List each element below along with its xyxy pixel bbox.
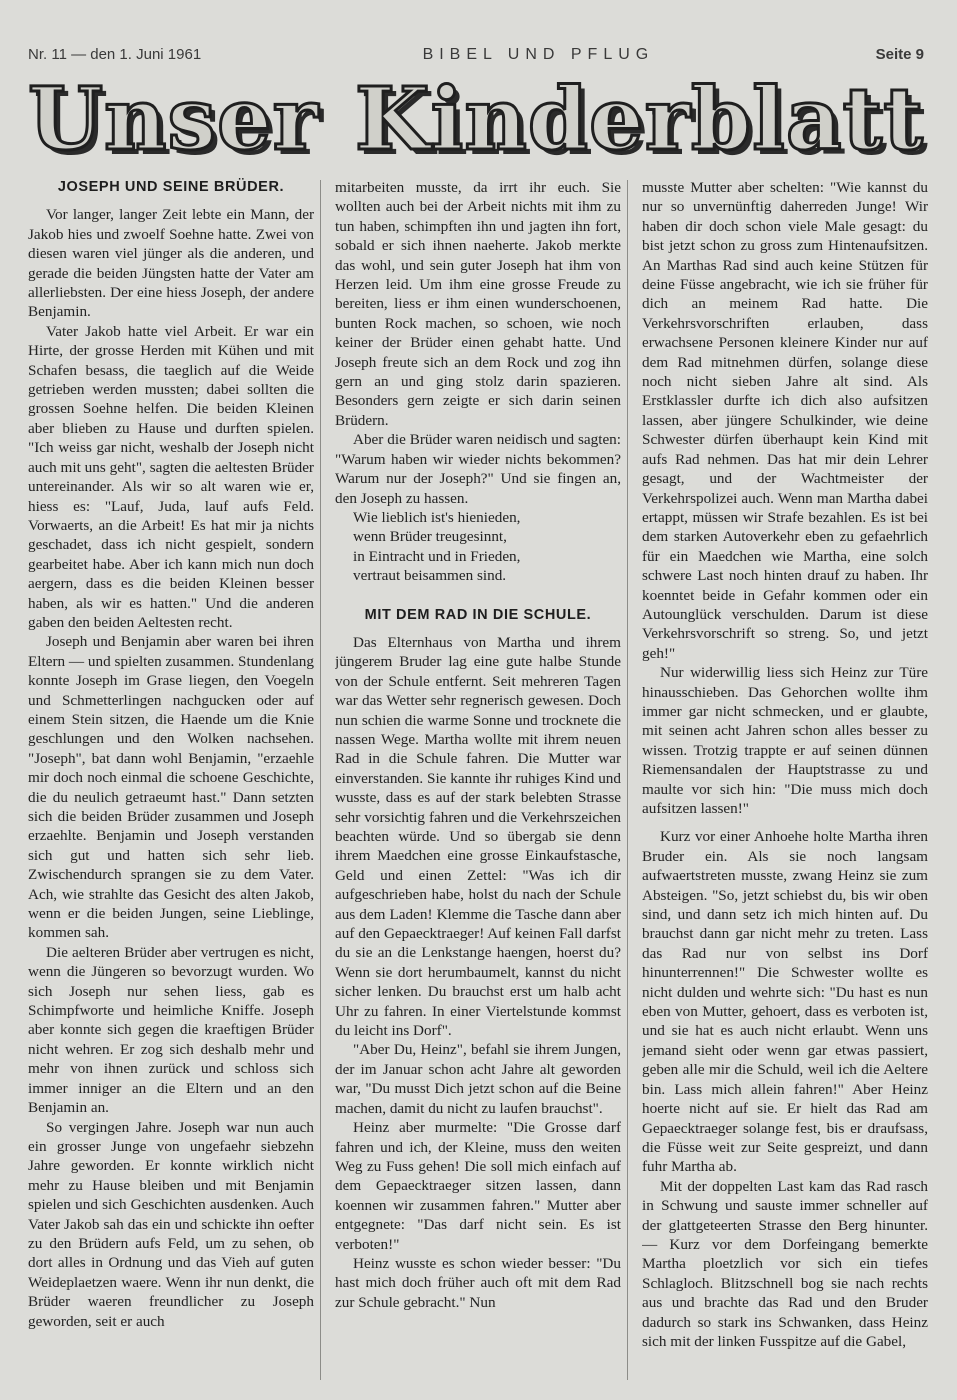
page-header [28, 46, 924, 64]
column-1 [28, 178, 314, 1386]
paragraph: Joseph und Benjamin aber waren bei ihren Eltern — und spielten zusammen. Stundenlang konnte Joseph im Grase liegen, den Voegeln und Schmetterlingen nachgucken oder auf einem Stein sitzen, die Haende um die Knie geschlungen und den Wolken nachsehen. "Joseph", bat dann wohl Benjamin, "erzaehle mir doch noch einmal die schoene Geschichte, die du neulich getraeumt hast." Dann setzten sich die beiden Brüder zusammen und Joseph erzaehlte. Benjamin und Joseph verstanden sich gut und hatten sich sehr lieb. Zwischendurch sprangen sie zu dem Vater. Ach, wie strahlte das Gesicht des alten Jakob, wenn er die beiden Jungen, seine Lieblinge, kommen sah. [28, 633, 314, 942]
paragraph: Vor langer, langer Zeit lebte ein Mann, der Jakob hies und zwoelf Soehne hatte. Zwei von diesen waren viel jünger als die anderen, und gerade die beiden Jüngsten hatte der Vater am allerliebsten. Der eine hiess Joseph, der andere Benjamin. [28, 206, 314, 321]
column-divider [627, 180, 628, 1380]
paragraph: mitarbeiten musste, da irrt ihr euch. Sie wollten auch bei der Arbeit nichts mit ihm zu tun haben, schimpften ihn und jagten ihn fort, sobald er sich ihnen naeherte. Jakob merkte das wohl, und sein guter Joseph hat ihm von Herzen leid. Um ihm eine grosse Freude zu bereiten, liess er ihm einen wunderschoenen, bunten Rock machen, so schoen, wie noch keiner der Brüder einen gehabt hatte. Und Joseph freute sich an dem Rock und zog ihn gern an und ging stolz darin spazieren. Besonders gern zeigte er sich darin seinen Brüdern. [335, 179, 621, 429]
verse-line: in Eintracht und in Frieden, [353, 547, 521, 565]
story-title-joseph: JOSEPH UND SEINE BRÜDER. [57, 179, 285, 195]
column-2 [335, 178, 621, 1386]
newspaper-name: BIBEL UND PFLUG [422, 46, 655, 63]
paragraph: "Aber Du, Heinz", befahl sie ihrem Jungen, der im Januar schon acht Jahre alt geworden war, "Du musst Dich jetzt schon auf die Beine machen, damit du nicht zu laufen brauchst". [335, 1041, 621, 1117]
paragraph: Vater Jakob hatte viel Arbeit. Er war ein Hirte, der grosse Herden mit Kühen und mit Schafen besass, die taeglich auf die Weide getrieben werden mussten; dabei sollten die grossen Soehne helfen. Die beiden Kleinen aber blieben zu Hause und durften spielen. "Ich weiss gar nicht, weshalb der Joseph nicht auch mit uns geht", sagten die aeltesten Brüder untereinander. Als wir so alt waren wie er, hiess es: "Lauf, Juda, lauf aufs Feld. Vorwaerts, an die Arbeit! Es hat mir ja nichts geschadet, dass ich nicht gespielt, sondern gearbeitet habe. Aber ich kann mich nun doch aergern, dass es die beiden Kleinen besser haben, als wir es hatten." Und die anderen gaben den beiden Aeltesten recht. [28, 322, 314, 631]
paragraph: musste Mutter aber schelten: "Wie kannst du nur so unvernünftig daherreden Junge! Wir haben dir doch schon viele Male gesagt: du bist jetzt schon zu gross zum Hintenaufsitzen. An Marthas Rad sind auch keine Stützen für deine Füsse angebracht, wie ich sie früher für dich an meinem Rad hatte. Die Verkehrsvorschriften erlauben, dass erwachsene Personen kleinere Kinder nur auf dem Rad mitnehmen dürfen, solange diese noch nicht sieben Jahre alt sind. Als Erstklassler durfte ich dich also aufsitzen lassen, aber jüngere Schulkinder, wie deine Schwester dürfen überhaupt kein Kind mit aufs Rad nehmen. Das hat mir dein Lehrer gesagt, und der Wachtmeister der Verkehrspolizei auch. Wenn man Martha dabei ertappt, müssen wir Strafe bezahlen. Es ist bei dem starken Autoverkehr eben zu gefaehrlich für ein Maedchen wie Martha, eine solch schwere Last noch hinten drauf zu haben. Ihr koenntet beide in Gefahr kommen oder ein Autounglück verschulden. Darum ist diese Verkehrsvorschrift so streng. So, und jetzt geh!" [642, 179, 928, 662]
verse-line: vertraut beisammen sind. [353, 567, 507, 585]
paragraph: Aber die Brüder waren neidisch und sagten: "Warum haben wir wieder nichts bekommen? Warum nur der Joseph?" Und sie fingen an, den Joseph zu hassen. [335, 431, 621, 507]
paragraph: Die aelteren Brüder aber vertrugen es nicht, wenn die Jüngeren so bevorzugt wurden. Wo sich Joseph nur sehen liess, gab es Schimpfworte und heimliche Kniffe. Joseph aber konnte sich gegen die kraeftigen Brüder nicht wehren. Er zog sich deshalb mehr und mehr von ihnen zurück und schloss sich immer inniger an die Eltern und an den Benjamin an. [28, 943, 314, 1117]
verse-line: wenn Brüder treugesinnt, [353, 528, 507, 546]
story-title-rad: MIT DEM RAD IN DIE SCHULE. [364, 606, 592, 623]
issue-date: Nr. 11 — den 1. Juni 1961 [28, 46, 202, 63]
verse-line: Wie lieblich ist's hienieden, [353, 508, 521, 526]
paragraph: So vergingen Jahre. Joseph war nun auch ein grosser Junge von ungefaehr siebzehn Jahre geworden. Er konnte wirklich nicht mehr zu Hause bleiben und mit Benjamin spielen und sich Geschichten ausdenken. Auch Vater Jakob sah das ein und schickte ihn oefter zu den Brüdern aufs Feld, um zu sehen, ob dort alles in Ordnung und das Vieh auf guten Weideplaetzen waere. Wenn ihr nun denkt, die Brüder waeren freundlicher zu Joseph geworden, seit er auch [28, 1118, 314, 1330]
masthead-word-1: Unser [28, 69, 319, 170]
verse [335, 508, 621, 586]
paragraph: Mit der doppelten Last kam das Rad rasch in Schwung und sauste immer schneller auf der glattgeteerten Strasse den Berg hinunter. — Kurz vor dem Dorfeingang bemerkte Martha ploetzlich vor sich ein tiefes Schlagloch. Blitzschnell bog sie nach rechts aus und brachte das Rad und den Bruder dadurch so stark ins Schwanken, dass Heinz sich mit der linken Fusspitze auf die Gabel, [642, 1177, 928, 1350]
masthead-title [28, 69, 924, 170]
paragraph: Heinz wusste es schon wieder besser: "Du hast mich doch früher auch oft mit dem Rad zur Schule gebracht." Nun [335, 1254, 621, 1311]
column-3 [642, 178, 928, 1386]
masthead-word-2: Kinderblatt [354, 69, 924, 170]
paragraph: Nur widerwillig liess sich Heinz zur Türe hinausschieben. Das Gehorchen wollte ihm immer gar nicht schmecken, und er glaubte, mit seinen acht Jahren schon alles besser zu wissen. Trotzig trappte er auf seinen dünnen Riemensandalen der Hauptstrasse zu und maulte vor sich hin: "Die muss mich doch aufsitzen lassen!" [642, 664, 928, 817]
column-divider [320, 180, 321, 1380]
paragraph: Das Elternhaus von Martha und ihrem jüngerem Bruder lag eine gute halbe Stunde von der Schule entfernt. Seit mehreren Tagen war das Wetter sehr regnerisch gewesen. Doch nun schien die warme Sonne und trocknete die nassen Wege. Martha wollte mit ihrem neuen Rad in die Schule fahren. Die Mutter war einverstanden. Sie kannte ihr ruhiges Kind und wusste, dass es auf der stark belebten Strasse sehr vorsichtig fahren und die Verkehrszeichen beachten würde. Und so übergab sie denn ihrem Maedchen eine grosse Einkaufstasche, Geld und einen Zettel: "Was ich dir aufgeschrieben habe, holst du nach der Schule aus dem Laden! Klemme die Tasche dann aber auf den Gepaecktraeger! Auf keinen Fall darfst du sie an die Lenkstange haengen, hoerst du? Wenn sie dort herumbaumelt, kannst du nicht sicher lenken. Du brauchst erst um halb acht Uhr zu fahren. In einer Viertelstunde kommst du leicht ins Dorf". [335, 633, 621, 1040]
page-number: Seite 9 [875, 46, 924, 63]
paragraph: Kurz vor einer Anhoehe holte Martha ihren Bruder ein. Als sie noch langsam aufwaertstreten musste, zwang Heinz sie zum Absteigen. "So, jetzt schiebst du, bis wir oben sind, und dann setz ich mich hinten auf. Du brauchst dann gar nicht mehr zu treten. Lass das Rad nur von selbst ins Dorf hinunterrennen!" Die Schwester wollte es nicht dulden und wehrte sich: "Du hast es nun eben von Mutter, gehoert, dass es verboten ist, und sie hat es auch nicht erlaubt. Wenn uns jemand sieht oder wenn gar etwas passiert, geben alle mir die Schuld, weil ich die Aeltere bin. Lass mich allein fahren!" Aber Heinz hoerte nicht auf sie. Er hielt das Rad am Gepaecktraeger solange fest, bis er draufsass, die Füsse weit zur Seite gespreizt, und dann fuhr Martha ab. [642, 828, 928, 1176]
paragraph: Heinz aber murmelte: "Die Grosse darf fahren und ich, der Kleine, muss den weiten Weg zu Fuss gehen! Die soll mich einfach auf dem Gepaecktraeger sitzen lassen, dann koennen wir zusammen fahren." Mutter aber entgegnete: "Das darf nicht sein. Es ist verboten!" [335, 1119, 621, 1253]
